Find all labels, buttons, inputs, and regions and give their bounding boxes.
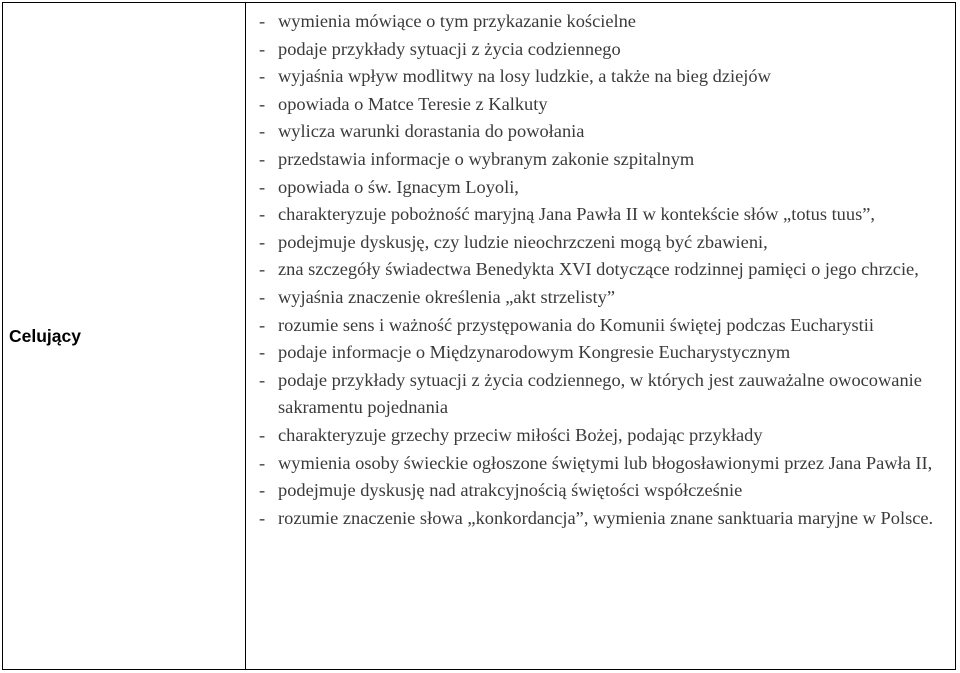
list-item-text: rozumie znaczenie słowa „konkordancja”, wymienia znane sanktuaria maryjne w Polsce. — [278, 507, 934, 528]
list-item-text: zna szczegóły świadectwa Benedykta XVI dotyczące rodzinnej pamięci o jego chrzcie, — [278, 259, 919, 280]
bullet-dash: - — [259, 93, 266, 114]
list-item — [259, 450, 949, 478]
requirements-cell — [246, 3, 956, 670]
list-item-text: podejmuje dyskusję, czy ludzie nieochrzczeni mogą być zbawieni, — [278, 231, 768, 252]
list-item — [259, 63, 949, 91]
list-item — [259, 505, 949, 533]
list-item — [259, 201, 949, 229]
bullet-dash: - — [259, 148, 266, 169]
bullet-dash: - — [259, 121, 266, 142]
list-item — [259, 118, 949, 146]
list-item-text: wymienia osoby świeckie ogłoszone świętymi lub błogosławionymi przez Jana Pawła II, — [278, 452, 933, 473]
list-item-text: opowiada o Matce Teresie z Kalkuty — [278, 93, 548, 114]
list-item — [259, 339, 949, 367]
table-row — [3, 3, 956, 670]
list-item-text: wylicza warunki dorastania do powołania — [278, 121, 585, 142]
bullet-dash: - — [259, 342, 266, 363]
requirements-list — [259, 8, 949, 532]
list-item-text: podaje przykłady sytuacji z życia codziennego, w których jest zauważalne owocowanie sakramentu pojednania — [278, 369, 922, 418]
list-item — [259, 146, 949, 174]
list-item-text: charakteryzuje pobożność maryjną Jana Pawła II w kontekście słów „totus tuus”, — [278, 204, 875, 225]
bullet-dash: - — [259, 231, 266, 252]
list-item — [259, 422, 949, 450]
list-item-text: podejmuje dyskusję nad atrakcyjnością świętości współcześnie — [278, 480, 743, 501]
list-item — [259, 256, 949, 284]
list-item — [259, 229, 949, 257]
list-item-text: wyjaśnia znaczenie określenia „akt strzelisty” — [278, 286, 616, 307]
list-item — [259, 36, 949, 64]
bullet-dash: - — [259, 452, 266, 473]
list-item — [259, 312, 949, 340]
grade-criteria-table — [2, 2, 956, 670]
bullet-dash: - — [259, 286, 266, 307]
bullet-dash: - — [259, 66, 266, 87]
list-item-text: opowiada o św. Ignacym Loyoli, — [278, 176, 519, 197]
bullet-dash: - — [259, 204, 266, 225]
list-item-text: rozumie sens i ważność przystępowania do Komunii świętej podczas Eucharystii — [278, 314, 874, 335]
bullet-dash: - — [259, 480, 266, 501]
list-item — [259, 91, 949, 119]
bullet-dash: - — [259, 369, 266, 390]
list-item — [259, 477, 949, 505]
list-item-text: charakteryzuje grzechy przeciw miłości Bożej, podając przykłady — [278, 424, 763, 445]
list-item-text: podaje informacje o Międzynarodowym Kongresie Eucharystycznym — [278, 342, 791, 363]
list-item-text: wymienia mówiące o tym przykazanie kościelne — [278, 11, 636, 31]
bullet-dash: - — [259, 507, 266, 528]
list-item — [259, 367, 949, 422]
list-item-text: podaje przykłady sytuacji z życia codziennego — [278, 38, 621, 59]
bullet-dash: - — [259, 259, 266, 280]
bullet-dash: - — [259, 176, 266, 197]
list-item-text: przedstawia informacje o wybranym zakonie szpitalnym — [278, 148, 695, 169]
bullet-dash: - — [259, 314, 266, 335]
list-item — [259, 174, 949, 202]
list-item — [259, 8, 949, 36]
bullet-dash: - — [259, 11, 266, 31]
bullet-dash: - — [259, 424, 266, 445]
list-item — [259, 284, 949, 312]
grade-label: Celujący — [3, 3, 246, 670]
bullet-dash: - — [259, 38, 266, 59]
list-item-text: wyjaśnia wpływ modlitwy na losy ludzkie, a także na bieg dziejów — [278, 66, 771, 87]
